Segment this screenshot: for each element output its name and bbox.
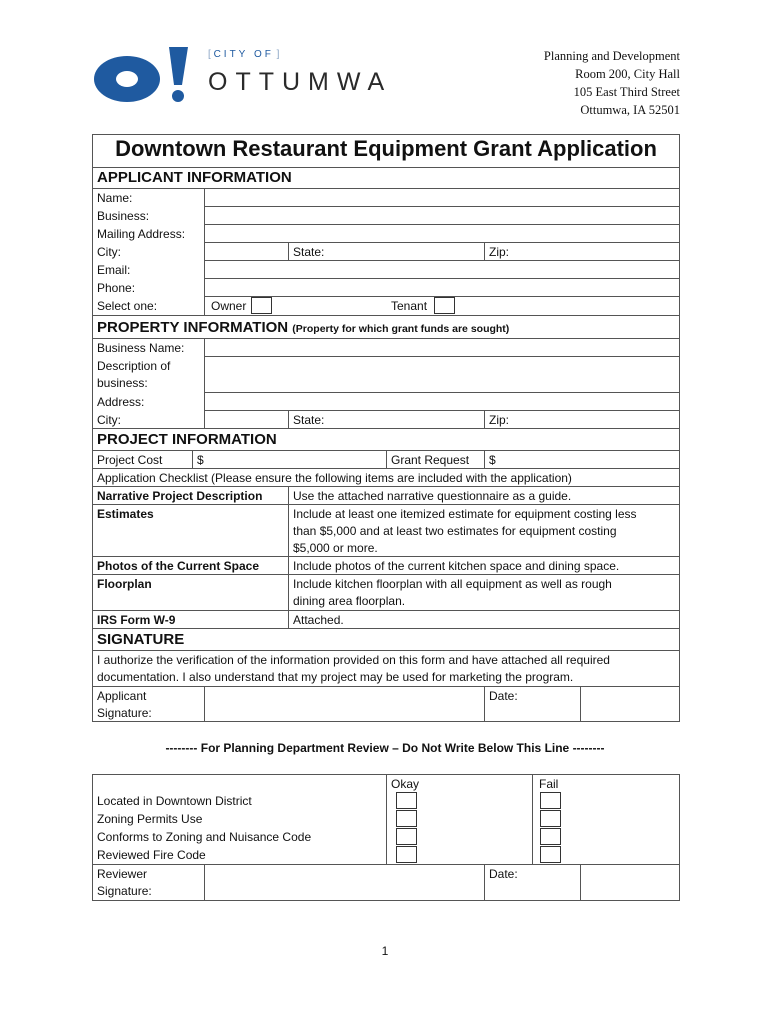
reviewer-signature-label-cont: Signature:: [97, 884, 152, 898]
business-name-label: Business Name:: [97, 341, 185, 355]
mailing-address-field[interactable]: [206, 226, 678, 241]
checklist-item-label: Narrative Project Description: [97, 489, 263, 503]
fail-checkbox[interactable]: [540, 810, 561, 827]
phone-label: Phone:: [97, 281, 136, 295]
fail-checkbox[interactable]: [540, 846, 561, 863]
review-banner: -------- For Planning Department Review – Do Not Write Below This Line --------: [165, 741, 605, 755]
review-item-label: Reviewed Fire Code: [97, 848, 206, 862]
project-cost-dollar: $: [197, 453, 204, 467]
applicant-heading: APPLICANT INFORMATION: [97, 169, 292, 186]
checklist-item-text: Include at least one itemized estimate for equipment costing less: [293, 507, 637, 521]
authorization-text: documentation. I also understand that my project may be used for marketing the program.: [97, 670, 574, 684]
okay-checkbox[interactable]: [396, 810, 417, 827]
description-field[interactable]: [206, 358, 678, 391]
ottumwa-logo-exclamation: [167, 47, 189, 103]
email-field[interactable]: [206, 262, 678, 277]
grant-request-dollar: $: [489, 453, 496, 467]
select-one-label: Select one:: [97, 299, 158, 313]
state-label: State:: [293, 245, 325, 259]
name-field[interactable]: [206, 190, 678, 205]
property-city-label: City:: [97, 413, 121, 427]
authorization-text: I authorize the verification of the information provided on this form and have attached all required: [97, 653, 610, 667]
address-line: Planning and Development: [543, 49, 680, 63]
applicant-signature-label-cont: Signature:: [97, 706, 152, 720]
owner-checkbox[interactable]: [251, 297, 272, 314]
reviewer-signature-label: Reviewer: [97, 867, 148, 881]
review-date-label: Date:: [489, 867, 518, 881]
ottumwa-logo-o: [93, 55, 161, 103]
property-zip-label: Zip:: [489, 413, 510, 427]
signature-date-label: Date:: [489, 689, 518, 703]
zip-label: Zip:: [489, 245, 510, 259]
grant-request-label: Grant Request: [391, 453, 470, 467]
checklist-item-text: dining area floorplan.: [293, 594, 406, 608]
okay-checkbox[interactable]: [396, 792, 417, 809]
email-label: Email:: [97, 263, 131, 277]
mailing-address-label: Mailing Address:: [97, 227, 186, 241]
checklist-item-text: Include photos of the current kitchen space and dining space.: [293, 559, 620, 573]
address-line: 105 East Third Street: [573, 85, 680, 99]
fail-checkbox[interactable]: [540, 792, 561, 809]
okay-checkbox[interactable]: [396, 828, 417, 845]
project-cost-label: Project Cost: [97, 453, 163, 467]
address-label: Address:: [97, 395, 145, 409]
review-item-label: Zoning Permits Use: [97, 812, 203, 826]
project-cost-field[interactable]: [206, 452, 384, 467]
address-line: Ottumwa, IA 52501: [580, 103, 680, 117]
okay-checkbox[interactable]: [396, 846, 417, 863]
page-number: 1: [381, 944, 389, 958]
form-title: Downtown Restaurant Equipment Grant Application: [115, 136, 657, 161]
checklist-item-label: Estimates: [97, 507, 154, 521]
signature-heading: SIGNATURE: [97, 631, 185, 648]
checklist-item-label: Floorplan: [97, 577, 152, 591]
fail-checkbox[interactable]: [540, 828, 561, 845]
city-field[interactable]: [206, 244, 286, 259]
applicant-signature-field[interactable]: [206, 688, 482, 720]
name-label: Name:: [97, 191, 133, 205]
checklist-item-text: Use the attached narrative questionnaire as a guide.: [293, 489, 572, 503]
property-heading-text: PROPERTY INFORMATION: [97, 319, 289, 336]
tenant-label: Tenant: [391, 299, 428, 313]
checklist-item-text: Attached.: [293, 613, 344, 627]
description-label: Description of: [97, 359, 171, 373]
checklist-item-label: Photos of the Current Space: [97, 559, 260, 573]
city-label: City:: [97, 245, 121, 259]
checklist-item-label: IRS Form W-9: [97, 613, 176, 627]
property-state-label: State:: [293, 413, 325, 427]
grant-request-field[interactable]: [498, 452, 678, 467]
okay-column-header: Okay: [391, 777, 420, 791]
checklist-instructions: Application Checklist (Please ensure the following items are included with the application): [97, 471, 572, 485]
property-heading: [97, 319, 509, 336]
logo-city-name: OTTUMWA: [208, 68, 393, 96]
description-label-cont: business:: [97, 376, 148, 390]
checklist-item-text: than $5,000 and at least two estimates for equipment costing: [293, 524, 617, 538]
applicant-signature-label: Applicant: [97, 689, 147, 703]
property-heading-note: (Property for which grant funds are sought): [292, 323, 510, 335]
logo-city-of: [ CITY OF ]: [208, 49, 280, 60]
review-date-field[interactable]: [582, 866, 678, 898]
review-item-label: Conforms to Zoning and Nuisance Code: [97, 830, 312, 844]
tenant-checkbox[interactable]: [434, 297, 455, 314]
address-field[interactable]: [206, 394, 678, 409]
checklist-item-text: $5,000 or more.: [293, 541, 378, 555]
review-item-label: Located in Downtown District: [97, 794, 252, 808]
business-field[interactable]: [206, 208, 678, 223]
owner-label: Owner: [211, 299, 247, 313]
address-line: Room 200, City Hall: [575, 67, 680, 81]
reviewer-signature-field[interactable]: [206, 866, 482, 898]
business-label: Business:: [97, 209, 150, 223]
department-address: [544, 47, 680, 119]
phone-field[interactable]: [206, 280, 678, 295]
signature-date-field[interactable]: [582, 688, 678, 720]
checklist-item-text: Include kitchen floorplan with all equipment as well as rough: [293, 577, 612, 591]
project-heading: PROJECT INFORMATION: [97, 431, 277, 448]
business-name-field[interactable]: [206, 340, 678, 355]
fail-column-header: Fail: [539, 777, 559, 791]
